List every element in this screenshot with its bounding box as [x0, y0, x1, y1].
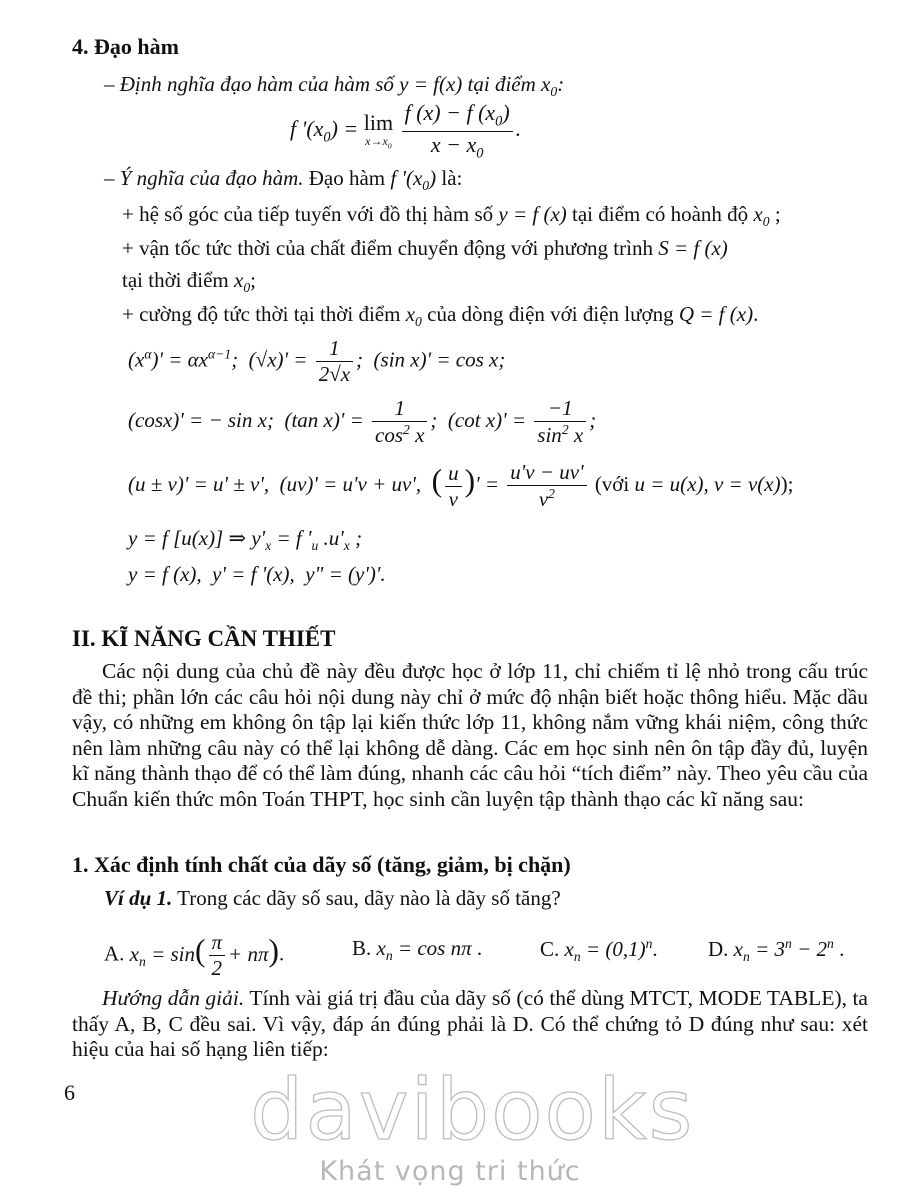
definition-sub: 0	[550, 84, 558, 100]
option-a: A. $x_n = \sin$( $\frac{\pi}{2}$ + nπ).	[104, 930, 285, 981]
formula-line-1: $(x^\alpha)' = \alpha x^{\alpha-1}$; (√x)' = $\frac{1}{2√x}$ ; (sin x)' = cos x;	[128, 336, 506, 387]
formula-line-4: y = f [u(x)] ⇒ $y'_x = f$ '$_u$ $.u'_x$ ;	[128, 526, 363, 554]
bullet-velocity-cont: tại thời điểm $x_0$;	[122, 268, 257, 296]
note-formula: u = u(x), v = v(x)	[634, 472, 781, 496]
bullet-slope: + hệ số góc của tiếp tuyến với đồ thị hàm số y = f (x) tại điểm có hoành độ $x_0$ ;	[122, 202, 781, 230]
bullet-velocity: + vận tốc tức thời của chất điểm chuyển động với phương trình S = f (x)	[122, 236, 728, 260]
example-label: Ví dụ 1.	[104, 886, 173, 910]
example-text: Trong các dãy số sau, dãy nào là dãy số tăng?	[172, 886, 561, 910]
meaning-line: – Ý nghĩa của đạo hàm. Đạo hàm f '$(x_0)$ là:	[104, 166, 463, 194]
section-title: 4. Đạo hàm	[72, 34, 179, 59]
bullet-slope-text2: tại điểm có hoành độ	[566, 202, 754, 226]
derivative-definition-formula: f '$(x_0)$ = lim $x\to x_0$ $\frac{f (x) - f (x_0)}{x - x_0}$ .	[290, 100, 522, 161]
meaning-text: Đạo hàm	[303, 166, 391, 190]
note-prefix: (với	[594, 472, 635, 496]
guide-label: Hướng dẫn giải.	[102, 986, 245, 1010]
definition-end: :	[557, 72, 565, 96]
intro-paragraph-text: Các nội dung của chủ đề này đều được học ở lớp 11, chỉ chiếm tỉ lệ nhỏ trong cấu trúc đề thi; phần lớn các câu hỏi nội dung này chỉ ở mức độ nhận biết hoặc thông hiểu. Mặc dầu vậy, có những em không ôn tập lại kiến thức lớp 11, không nắm vững khái niệm, công thức nên làm những câu này có thể lại không dễ dàng. Các em học sinh nên ôn tập đầy đủ, luyện kĩ năng thành thạo để có thể làm đúng, nhanh các câu hỏi “tích điểm” này. Theo yêu cầu của Chuẩn kiến thức môn Toán THPT, học sinh cần luyện tập thành thạo các kĩ năng sau:	[72, 659, 868, 811]
note-suffix: );	[780, 472, 794, 496]
watermark-brand: davibooks	[250, 1061, 695, 1159]
bullet-slope-text: + hệ số góc của tiếp tuyến với đồ thị hàm số	[122, 202, 499, 226]
bullet-velocity-cont-text: tại thời điểm	[122, 268, 235, 292]
option-d: D. $x_n = 3^n - 2^n$ .	[708, 936, 845, 965]
sub-heading: 1. Xác định tính chất của dãy số (tăng, giảm, bị chặn)	[72, 852, 571, 877]
watermark	[250, 1061, 695, 1187]
option-c-label: C.	[540, 937, 560, 961]
guide-text: Tính vài giá trị đầu của dãy số (có thể dùng MTCT, MODE TABLE), ta thấy A, B, C đều sai. Vì vậy, đáp án đúng phải là D. Có thể chứng tỏ D đúng như sau: xét hiệu của hai số hạng liên tiếp:	[72, 986, 868, 1062]
bullet-current-text: + cường độ tức thời tại thời điểm	[122, 302, 406, 326]
intro-paragraph	[72, 659, 868, 813]
meaning-la: là:	[436, 166, 463, 190]
example-line	[104, 886, 561, 910]
bullet-velocity-text: + vận tốc tức thời của chất điểm chuyển động với phương trình	[122, 236, 659, 260]
bullet-current: + cường độ tức thời tại thời điểm $x_0$ của dòng điện với điện lượng Q = f (x).	[122, 302, 759, 330]
option-d-label: D.	[708, 937, 729, 961]
definition-line	[104, 72, 564, 100]
option-b: B. $x_n = \cos n\pi$ .	[352, 936, 483, 964]
section-heading: II. KĨ NĂNG CẦN THIẾT	[72, 626, 336, 651]
watermark-slogan: Khát vọng tri thức	[319, 1156, 581, 1187]
definition-text: – Định nghĩa đạo hàm của hàm số y = f(x) tại điểm x	[104, 72, 551, 96]
page-number: 6	[64, 1080, 75, 1105]
option-a-label: A.	[104, 941, 125, 966]
bullet-current-text2: của dòng điện với điện lượng	[421, 302, 679, 326]
option-b-label: B.	[352, 936, 372, 960]
formula-line-2: (cosx)' = − sin x; (tan x)' = $\frac{1}{\cos^2 x}$ ; (cot x)' = $\frac{-1}{\sin^2 x}$ ;	[128, 396, 597, 448]
meaning-lead: – Ý nghĩa của đạo hàm.	[104, 166, 304, 190]
formula-line-5: y = f (x), y' = f '(x), y" = (y')'.	[128, 562, 386, 586]
formula-line-3: (u ± v)' = u' ± v', (uv)' = u'v + uv', ( $\frac{u}{v}$ )' = $\frac{u'v - uv'}{v^2}$ (với u = u(x), v = v(x));	[128, 460, 794, 512]
guide-paragraph	[72, 986, 868, 1063]
option-c: C. $x_n = (0,1)^n$.	[540, 936, 658, 965]
